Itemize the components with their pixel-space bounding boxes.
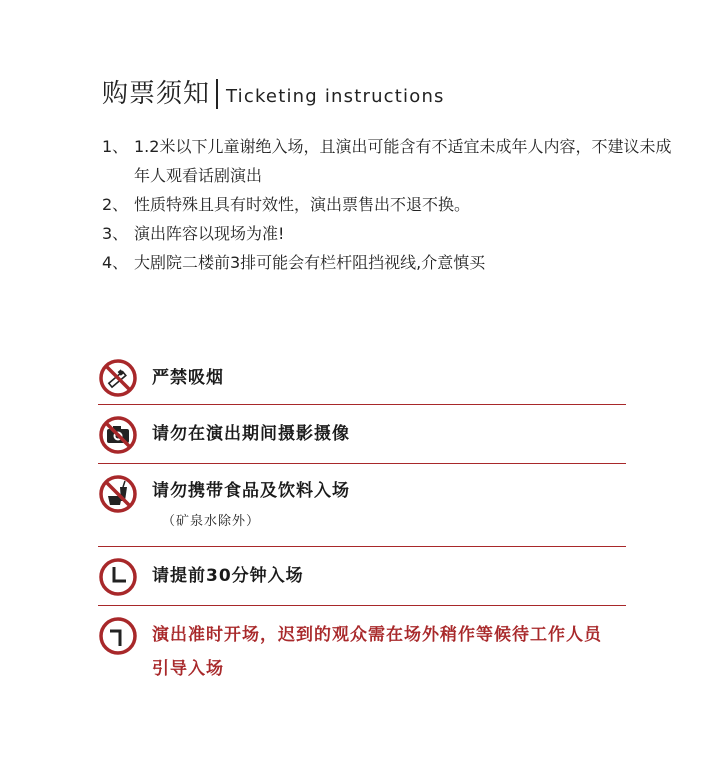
instruction-number: 4、 [102, 253, 129, 272]
instruction-list [102, 132, 682, 277]
title-divider [216, 79, 218, 109]
notice-text: 请勿在演出期间摄影摄像 [152, 424, 350, 444]
instruction-text: 性质特殊且具有时效性，演出票售出不退不换。 [134, 195, 471, 214]
notice-item [98, 464, 626, 547]
no-smoking-icon [98, 358, 138, 398]
clock-late-icon [98, 616, 138, 656]
notice-subtext: （矿泉水除外） [162, 514, 261, 529]
page-header [102, 76, 445, 112]
instruction-item [102, 190, 682, 219]
notice-text: 请提前30分钟入场 [152, 566, 304, 586]
instruction-item [102, 132, 682, 190]
instruction-item [102, 248, 682, 277]
instruction-number: 1、 [102, 137, 129, 156]
notice-item [98, 547, 626, 606]
notice-item [98, 606, 626, 690]
no-camera-icon [98, 415, 138, 455]
clock-icon [98, 557, 138, 597]
notice-list [98, 352, 626, 690]
notice-item [98, 405, 626, 464]
instruction-text: 演出阵容以现场为准! [134, 224, 285, 243]
instruction-number: 2、 [102, 195, 129, 214]
page-subtitle: Ticketing instructions [226, 85, 445, 107]
notice-item [98, 352, 626, 405]
notice-text: 严禁吸烟 [152, 368, 224, 388]
instruction-text: 1.2米以下儿童谢绝入场，且演出可能含有不适宜未成年人内容，不建议未成年人观看话剧演出 [134, 137, 672, 185]
no-food-drink-icon [98, 474, 138, 514]
instruction-text: 大剧院二楼前3排可能会有栏杆阻挡视线,介意慎买 [134, 253, 486, 272]
instruction-item [102, 219, 682, 248]
instruction-number: 3、 [102, 224, 129, 243]
notice-text: 演出准时开场，迟到的观众需在场外稍作等候待工作人员引导入场 [152, 625, 602, 679]
page-title: 购票须知 [102, 79, 211, 109]
notice-text: 请勿携带食品及饮料入场 [152, 481, 350, 501]
